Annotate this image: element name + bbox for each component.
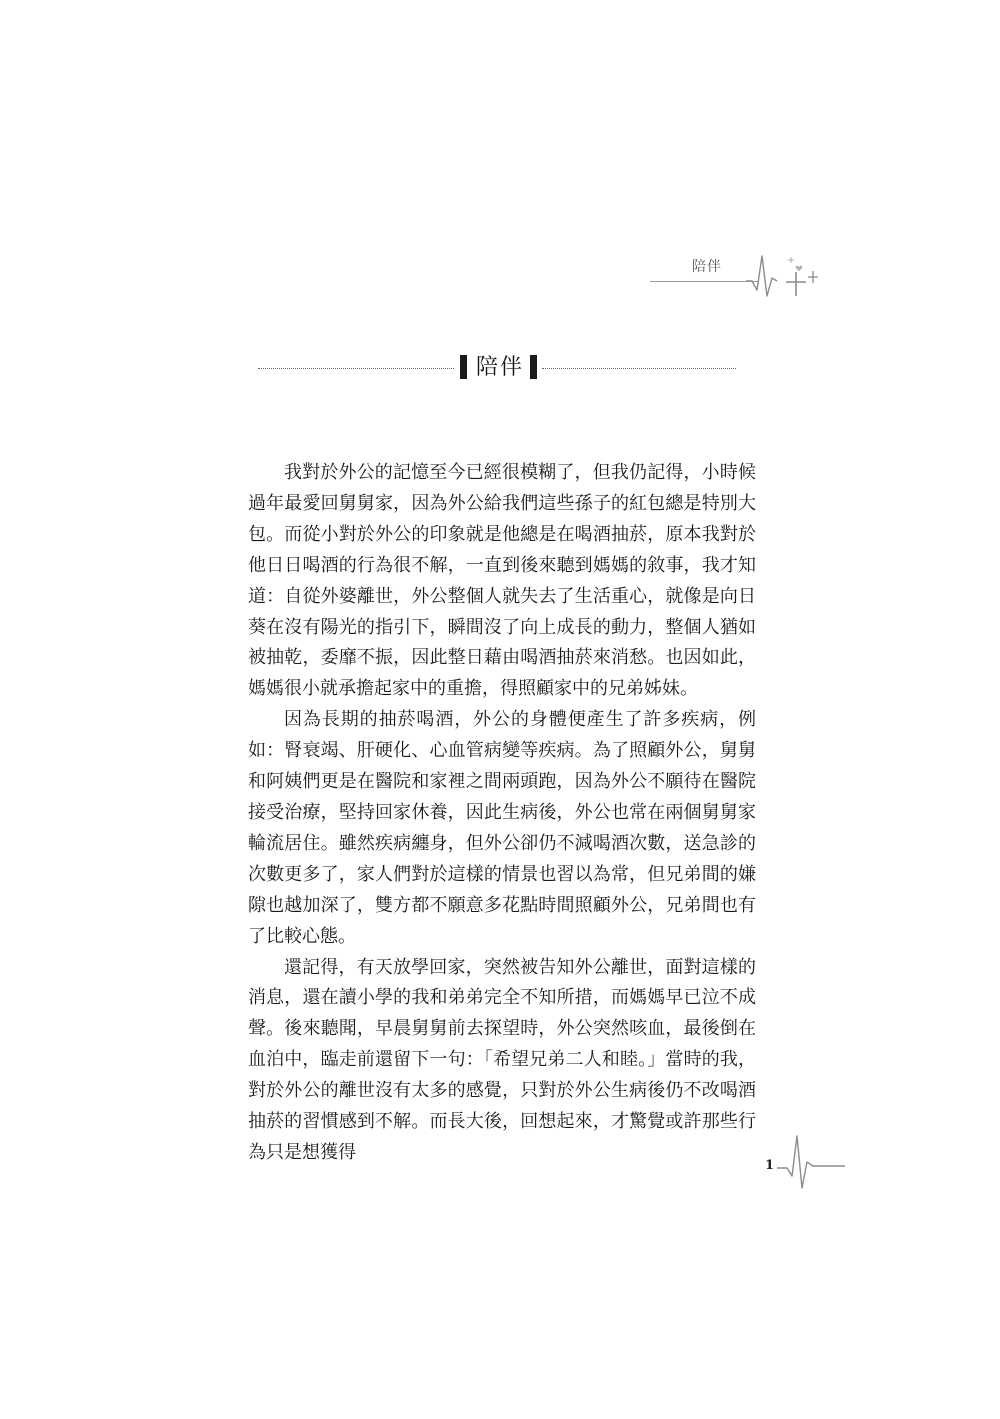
heartbeat-line-icon (777, 1132, 849, 1194)
paragraph-2: 因為長期的抽菸喝酒，外公的身體便產生了許多疾病，例如：腎衰竭、肝硬化、心血管病變等疾病。為了照顧外公，舅舅和阿姨們更是在醫院和家裡之間兩頭跑，因為外公不願待在醫院接受治療，堅持回家休養，因此生病後，外公也常在兩個舅舅家輪流居住。雖然疾病纏身，但外公卻仍不減喝酒次數，送急診的次數更多了，家人們對於這樣的情景也習以為常，但兄弟間的嫌隙也越加深了，雙方都不願意多花點時間照顧外公，兄弟間也有了比較心態。 (248, 709, 756, 947)
title-dotted-leader-left (258, 368, 454, 369)
chapter-title-row (258, 348, 736, 384)
running-header-title: 陪伴 (692, 259, 722, 275)
title-bar-right (530, 355, 537, 379)
title-dotted-leader-right (542, 368, 736, 369)
paragraph-1: 我對於外公的記憶至今已經很模糊了，但我仍記得，小時候過年最愛回舅舅家，因為外公給我們這些孫子的紅包總是特別大包。而從小對於外公的印象就是他總是在喝酒抽菸，原本我對於他日日喝酒的行為很不解，一直到後來聽到媽媽的敘事，我才知道：自從外婆離世，外公整個人就失去了生活重心，就像是向日葵在沒有陽光的指引下，瞬間沒了向上成長的動力，整個人猶如被抽乾，委靡不振，因此整日藉由喝酒抽菸來消愁。也因如此，媽媽很小就承擔起家中的重擔，得照顧家中的兄弟姊妹。 (248, 462, 756, 700)
title-bar-left (460, 355, 467, 379)
chapter-title: 陪伴 (475, 355, 524, 380)
paragraph-3: 還記得，有天放學回家，突然被告知外公離世，面對這樣的消息，還在讀小學的我和弟弟完全不知所措，而媽媽早已泣不成聲。後來聽聞，早晨舅舅前去探望時，外公突然咳血，最後倒在血泊中，臨走前還留下一句：「希望兄弟二人和睦。」當時的我，對於外公的離世沒有太多的感覺，只對於外公生病後仍不改喝酒抽菸的習慣感到不解。而長大後，回想起來，才驚覺或許那些行為只是想獲得 (248, 956, 756, 1163)
running-header (650, 248, 830, 304)
running-header-rule (650, 281, 758, 282)
heartbeat-cross-icon (746, 248, 830, 304)
body-text (248, 458, 756, 1169)
page-number: 1 (765, 1158, 775, 1173)
